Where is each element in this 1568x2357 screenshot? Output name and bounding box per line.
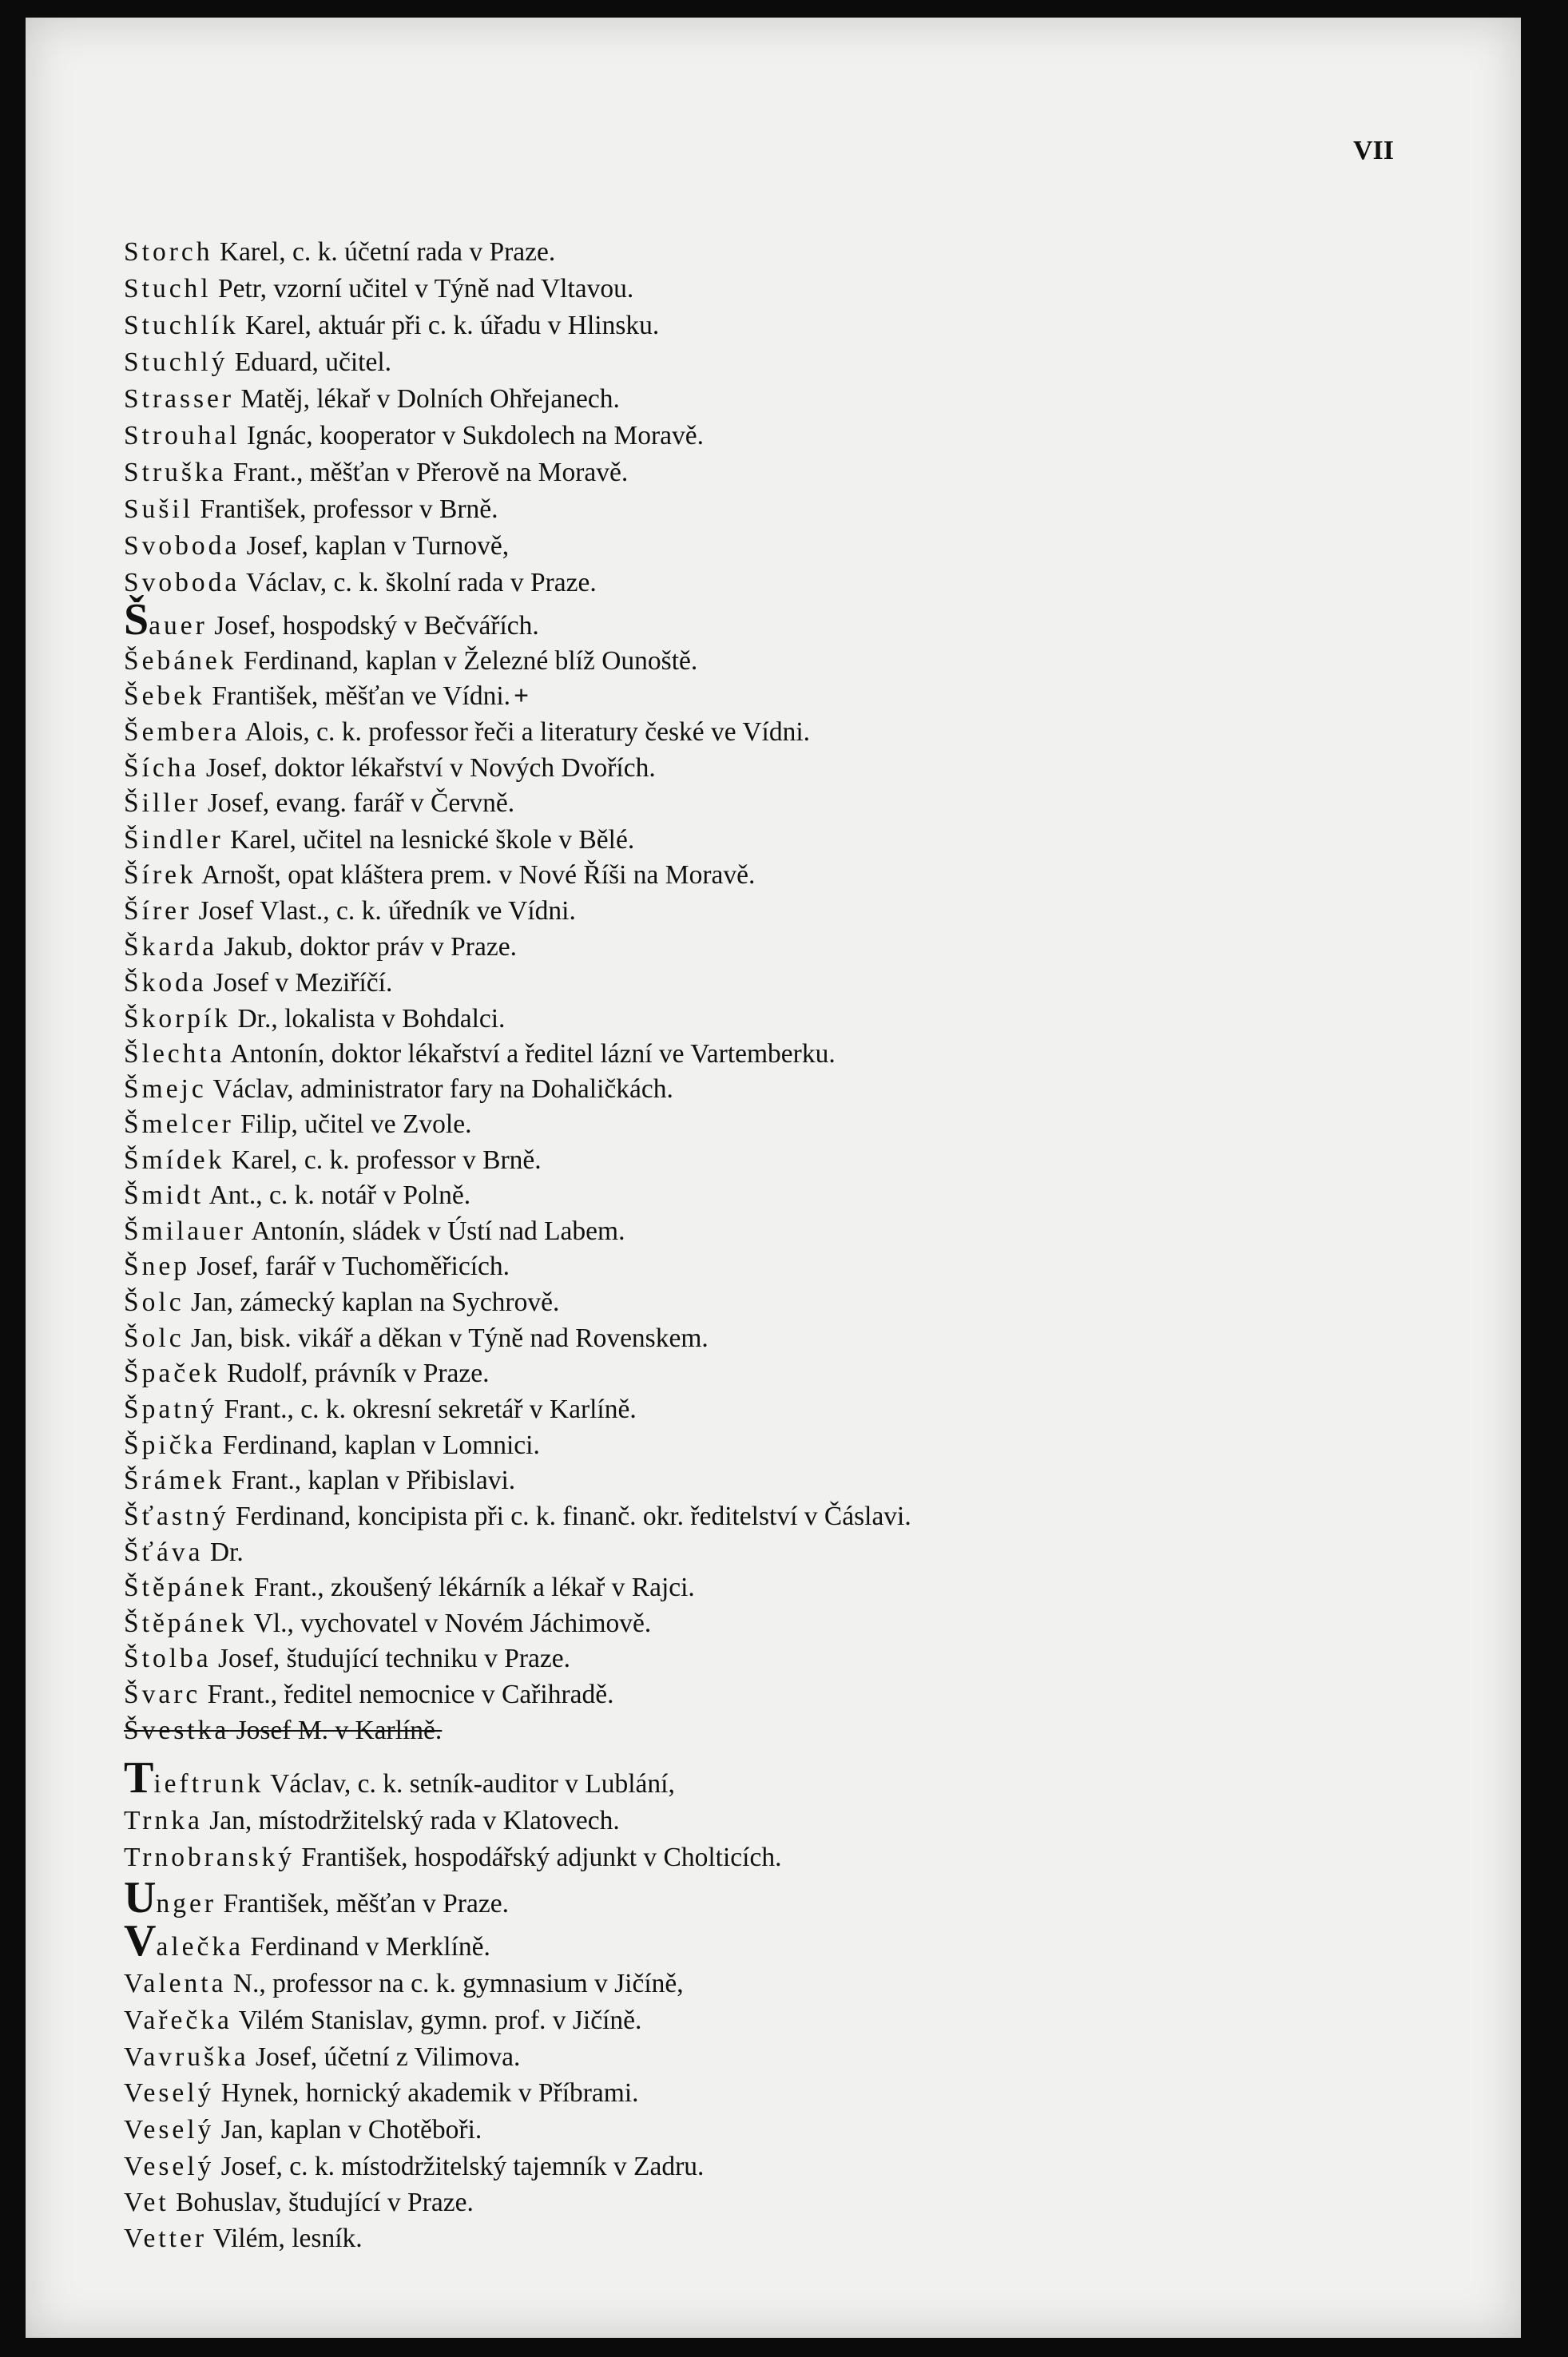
entry-details: Vilém Stanislav, gymn. prof. v Jičíně. xyxy=(232,2006,642,2035)
list-entry xyxy=(124,1916,490,1966)
entry-surname: Šolc xyxy=(124,1288,185,1317)
list-entry xyxy=(124,786,514,821)
entry-surname: Švestka xyxy=(124,1716,230,1745)
entry-surname: Šiller xyxy=(124,788,201,818)
list-entry xyxy=(124,272,633,307)
entry-details: Frant., kaplan v Přibislavi. xyxy=(224,1466,516,1495)
entry-surname: Šírer xyxy=(124,896,193,926)
entry-surname: Vařečka xyxy=(124,2006,232,2035)
entry-surname: Veselý xyxy=(124,2152,215,2181)
entry-details: N., professor na c. k. gymnasium v Jičíně, xyxy=(226,1969,684,1998)
entry-surname: Šťáva xyxy=(124,1538,204,1567)
entry-details: Josef, evang. farář v Červně. xyxy=(200,788,515,818)
entry-surname: auer xyxy=(149,611,208,641)
entry-details: Matěj, lékař v Dolních Ohřejanech. xyxy=(234,384,620,414)
entry-surname: Stuchlý xyxy=(124,347,228,377)
list-entry xyxy=(124,1966,684,2002)
list-entry xyxy=(124,1499,911,1534)
entry-details: Antonín, doktor lékařství a ředitel lázní ve Vartemberku. xyxy=(224,1039,836,1069)
entry-surname: Šmilauer xyxy=(124,1216,246,1246)
entry-surname: Špička xyxy=(124,1430,216,1460)
entry-surname: nger xyxy=(156,1889,216,1919)
list-entry xyxy=(124,930,517,965)
entry-details: Josef Vlast., c. k. úředník ve Vídni. xyxy=(192,896,576,926)
book-page xyxy=(26,18,1521,2338)
deceased-mark: + xyxy=(514,681,530,711)
list-entry xyxy=(124,751,656,786)
list-entry xyxy=(124,345,391,380)
entry-details: Ferdinand, koncipista při c. k. finanč. okr. ředitelství v Čáslavi. xyxy=(228,1502,911,1531)
list-entry xyxy=(124,1535,244,1570)
list-entry xyxy=(124,2185,474,2220)
entry-details: Josef M. v Karlíně. xyxy=(229,1716,443,1745)
entry-details: Rudolf, právník v Praze. xyxy=(220,1359,490,1388)
list-entry xyxy=(124,1392,637,1427)
entry-details: Bohuslav, študující v Praze. xyxy=(169,2188,474,2217)
entry-details: Václav, administrator fary na Dohaličkách. xyxy=(206,1074,673,1104)
entry-surname: Šťastný xyxy=(124,1502,229,1531)
list-entry xyxy=(124,1285,559,1320)
entry-surname: Strouhal xyxy=(124,421,240,450)
list-entry xyxy=(124,894,576,929)
entry-details: Josef, c. k. místodržitelský tajemník v Zadru. xyxy=(214,2152,705,2181)
list-entry xyxy=(124,1840,781,1875)
list-entry xyxy=(124,1143,542,1178)
entry-surname: Štěpánek xyxy=(124,1609,248,1638)
list-entry xyxy=(124,715,810,750)
entry-details: Dr., lokalista v Bohdalci. xyxy=(231,1004,506,1034)
entry-surname: Strasser xyxy=(124,384,235,414)
entry-details: František, měšťan v Praze. xyxy=(216,1889,509,1919)
entry-details: Josef, kaplan v Turnově, xyxy=(240,531,510,561)
entry-details: Jakub, doktor práv v Praze. xyxy=(217,932,517,962)
entry-surname: Škoda xyxy=(124,968,207,998)
entry-details: Petr, vzorní učitel v Týně nad Vltavou. xyxy=(211,274,634,304)
entry-details: Ferdinand, kaplan v Lomnici. xyxy=(216,1430,540,1460)
entry-details: Arnošt, opat kláštera prem. v Nové Říši na Moravě. xyxy=(196,860,756,890)
list-entry xyxy=(124,1428,540,1463)
section-initial: Š xyxy=(124,595,149,645)
entry-details: Jan, kaplan v Chotěboři. xyxy=(214,2115,482,2145)
entry-details: Ferdinand v Merklíně. xyxy=(244,1932,490,1962)
entry-details: Karel, c. k. účetní rada v Praze. xyxy=(212,237,556,267)
entry-details: Ant., c. k. notář v Polně. xyxy=(204,1180,471,1210)
entry-details: Václav, c. k. školní rada v Praze. xyxy=(240,568,597,597)
list-entry xyxy=(124,2221,363,2256)
entry-details: Alois, c. k. professor řeči a literatury české ve Vídni. xyxy=(240,717,811,747)
list-entry xyxy=(124,492,498,527)
list-entry xyxy=(124,308,659,343)
entry-surname: Šmídek xyxy=(124,1145,225,1175)
list-entry xyxy=(124,2076,639,2111)
entry-surname: Valenta xyxy=(124,1969,227,1998)
entry-details: Frant., c. k. okresní sekretář v Karlíně. xyxy=(217,1395,637,1424)
list-entry xyxy=(124,858,755,893)
entry-surname: Svoboda xyxy=(124,531,240,561)
list-entry xyxy=(124,1107,472,1142)
list-entry xyxy=(124,679,529,714)
entry-surname: Sušil xyxy=(124,494,194,524)
list-entry xyxy=(124,2149,704,2184)
list-entry xyxy=(124,1753,675,1803)
entry-surname: Vetter xyxy=(124,2224,207,2253)
page-number: VII xyxy=(1353,136,1395,165)
entry-details: Josef, účetní z Vilimova. xyxy=(248,2042,521,2072)
entry-surname: Storch xyxy=(124,237,213,267)
entry-details: Josef, hospodský v Bečvářích. xyxy=(207,611,539,641)
entry-surname: ieftrunk xyxy=(153,1769,264,1799)
list-entry xyxy=(124,2003,641,2038)
list-entry xyxy=(124,1677,613,1712)
entry-details: Josef, doktor lékařství v Nových Dvořích. xyxy=(199,753,656,783)
list-entry xyxy=(124,1037,836,1072)
entry-surname: Struška xyxy=(124,458,227,487)
list-entry xyxy=(124,1570,695,1605)
list-entry xyxy=(124,823,634,858)
entry-details: Dr. xyxy=(203,1538,244,1567)
entry-details: Karel, c. k. professor v Brně. xyxy=(224,1145,542,1175)
entry-details: Vl., vychovatel v Novém Jáchimově. xyxy=(247,1609,652,1638)
entry-surname: Šmelcer xyxy=(124,1109,234,1139)
entry-details: František, hospodářský adjunkt v Cholticích. xyxy=(295,1843,782,1872)
entry-surname: Trnka xyxy=(124,1806,203,1835)
entry-details: Václav, c. k. setník-auditor v Lublání, xyxy=(264,1769,675,1799)
list-entry xyxy=(124,644,697,679)
entry-surname: Šmidt xyxy=(124,1180,204,1210)
entry-surname: Štěpánek xyxy=(124,1573,248,1602)
list-entry xyxy=(124,565,597,601)
entry-surname: Šebek xyxy=(124,681,205,711)
entry-surname: Šícha xyxy=(124,753,200,783)
entry-details: Josef v Meziříčí. xyxy=(206,968,393,998)
list-entry xyxy=(124,1641,570,1676)
entry-surname: Šembera xyxy=(124,717,240,747)
entry-surname: Stuchl xyxy=(124,274,212,304)
entry-details: Ignác, kooperator v Sukdolech na Moravě. xyxy=(240,421,705,450)
list-entry xyxy=(124,1873,509,1923)
entry-surname: alečka xyxy=(156,1932,244,1962)
list-entry xyxy=(124,1606,651,1641)
entry-details: Frant., zkoušený lékárník a lékař v Rajci. xyxy=(247,1573,695,1602)
entry-details: Josef, študující techniku v Praze. xyxy=(211,1644,570,1673)
entry-surname: Šlechta xyxy=(124,1039,225,1069)
entry-surname: Svoboda xyxy=(124,568,240,597)
entry-details: Antonín, sládek v Ústí nad Labem. xyxy=(245,1216,625,1246)
entry-details: Eduard, učitel. xyxy=(228,347,392,377)
list-entry xyxy=(124,1214,625,1249)
entry-details: Frant., měšťan v Přerově na Moravě. xyxy=(226,458,629,487)
entry-surname: Stuchlík xyxy=(124,311,239,340)
entry-details: Hynek, hornický akademik v Příbrami. xyxy=(214,2078,639,2108)
entry-details: Josef, farář v Tuchoměřicích. xyxy=(190,1252,510,1281)
entry-details: Frant., ředitel nemocnice v Cařihradě. xyxy=(200,1680,614,1709)
list-entry xyxy=(124,419,704,454)
entry-surname: Veselý xyxy=(124,2115,215,2145)
entry-surname: Šolc xyxy=(124,1323,185,1353)
list-entry xyxy=(124,1002,505,1037)
entry-surname: Štolba xyxy=(124,1644,212,1673)
entry-surname: Trnobranský xyxy=(124,1843,296,1872)
entry-surname: Šebánek xyxy=(124,646,237,676)
list-entry xyxy=(124,1463,515,1498)
entry-surname: Šnep xyxy=(124,1252,190,1281)
list-entry xyxy=(124,1321,709,1356)
entry-details: Filip, učitel ve Zvole. xyxy=(233,1109,472,1139)
list-entry xyxy=(124,966,392,1001)
list-entry xyxy=(124,1178,470,1213)
list-entry xyxy=(124,1072,673,1107)
entry-surname: Špatný xyxy=(124,1395,218,1424)
list-entry xyxy=(124,382,620,417)
list-entry xyxy=(124,1249,510,1284)
list-entry xyxy=(124,1803,620,1839)
entry-surname: Vavruška xyxy=(124,2042,249,2072)
entry-surname: Šrámek xyxy=(124,1466,225,1495)
section-initial: V xyxy=(124,1916,157,1966)
section-initial: T xyxy=(124,1753,154,1803)
entry-details: Jan, místodržitelský rada v Klatovech. xyxy=(202,1806,620,1835)
entry-surname: Švarc xyxy=(124,1680,201,1709)
entry-surname: Šindler xyxy=(124,825,224,855)
list-entry xyxy=(124,595,539,645)
list-entry xyxy=(124,2113,482,2148)
section-initial: U xyxy=(124,1873,157,1923)
list-entry xyxy=(124,1356,490,1391)
entry-details: František, měšťan ve Vídni. xyxy=(204,681,511,711)
list-entry xyxy=(124,235,555,270)
entry-surname: Šírek xyxy=(124,860,196,890)
entry-details: Karel, aktuár při c. k. úřadu v Hlinsku. xyxy=(238,311,660,340)
entry-details: František, professor v Brně. xyxy=(193,494,498,524)
entry-details: Vilém, lesník. xyxy=(207,2224,363,2253)
entry-surname: Veselý xyxy=(124,2078,215,2108)
entry-surname: Šmejc xyxy=(124,1074,207,1104)
entry-details: Jan, bisk. vikář a děkan v Týně nad Rovenskem. xyxy=(184,1323,709,1353)
list-entry xyxy=(124,455,628,490)
entry-surname: Špaček xyxy=(124,1359,220,1388)
list-entry xyxy=(124,529,509,564)
list-entry xyxy=(124,1713,442,1748)
list-entry xyxy=(124,2040,520,2075)
entry-surname: Škarda xyxy=(124,932,218,962)
entry-surname: Škorpík xyxy=(124,1004,232,1034)
entry-details: Ferdinand, kaplan v Železné blíž Ounoště. xyxy=(236,646,698,676)
entry-details: Karel, učitel na lesnické škole v Bělé. xyxy=(223,825,635,855)
entry-details: Jan, zámecký kaplan na Sychrově. xyxy=(184,1288,560,1317)
entry-surname: Vet xyxy=(124,2188,169,2217)
